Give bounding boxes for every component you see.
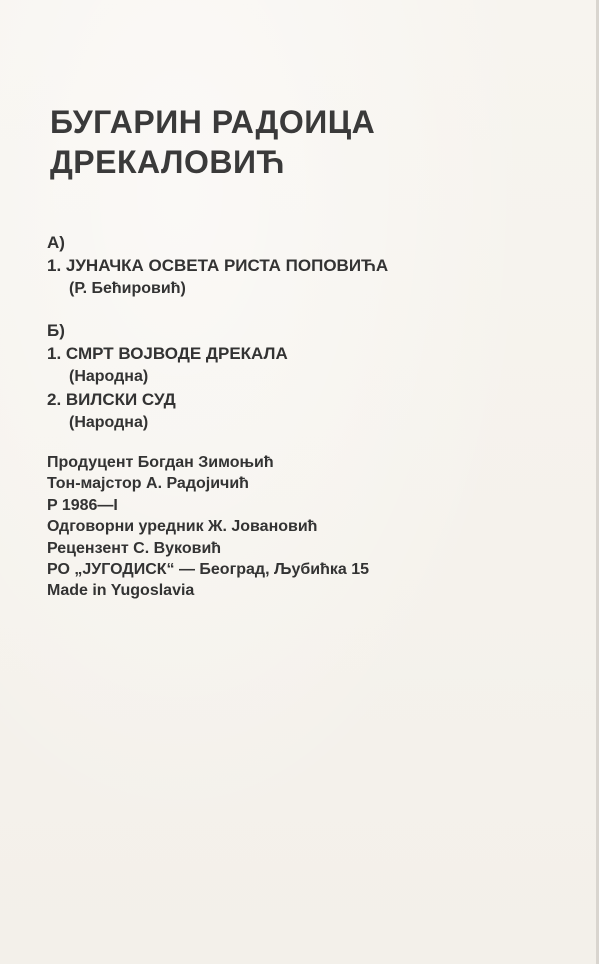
side-a-label: А) [47,233,65,252]
side-a [47,232,567,300]
track-item [47,254,567,300]
track-item [47,388,567,434]
credit-reviewer: Рецензент С. Вуковић [47,539,222,557]
track-author: (Народна) [69,368,149,385]
credit-origin: Made in Yugoslavia [47,582,195,600]
track-title: 1. СМРТ ВОЈВОДЕ ДРЕКАЛА [47,344,288,363]
credit-editor: Одговорни уредник Ж. Јовановић [47,518,318,536]
side-b-label: Б) [47,321,65,340]
track-item [47,342,567,388]
credit-phonogram-year: P 1986—I [47,496,118,514]
credit-sound-engineer: Тон-мајстор А. Радојичић [47,475,249,493]
tracklist [47,232,567,454]
album-title-line-1: БУГАРИН РАДОИЦА [50,104,376,140]
credit-publisher: РО „ЈУГОДИСК“ — Београд, Љубићка 15 [47,561,369,579]
side-b [47,320,567,434]
track-author: (Народна) [69,414,149,431]
credit-producer: Продуцент Богдан Зимоњић [47,454,274,471]
track-title: 1. ЈУНАЧКА ОСВЕТА РИСТА ПОПОВИЋА [47,256,389,275]
credits-block [47,452,587,602]
track-title: 2. ВИЛСКИ СУД [47,390,176,409]
album-title-line-2: ДРЕКАЛОВИЋ [50,144,285,180]
album-title [50,102,375,182]
track-author: (Р. Бећировић) [69,280,186,297]
